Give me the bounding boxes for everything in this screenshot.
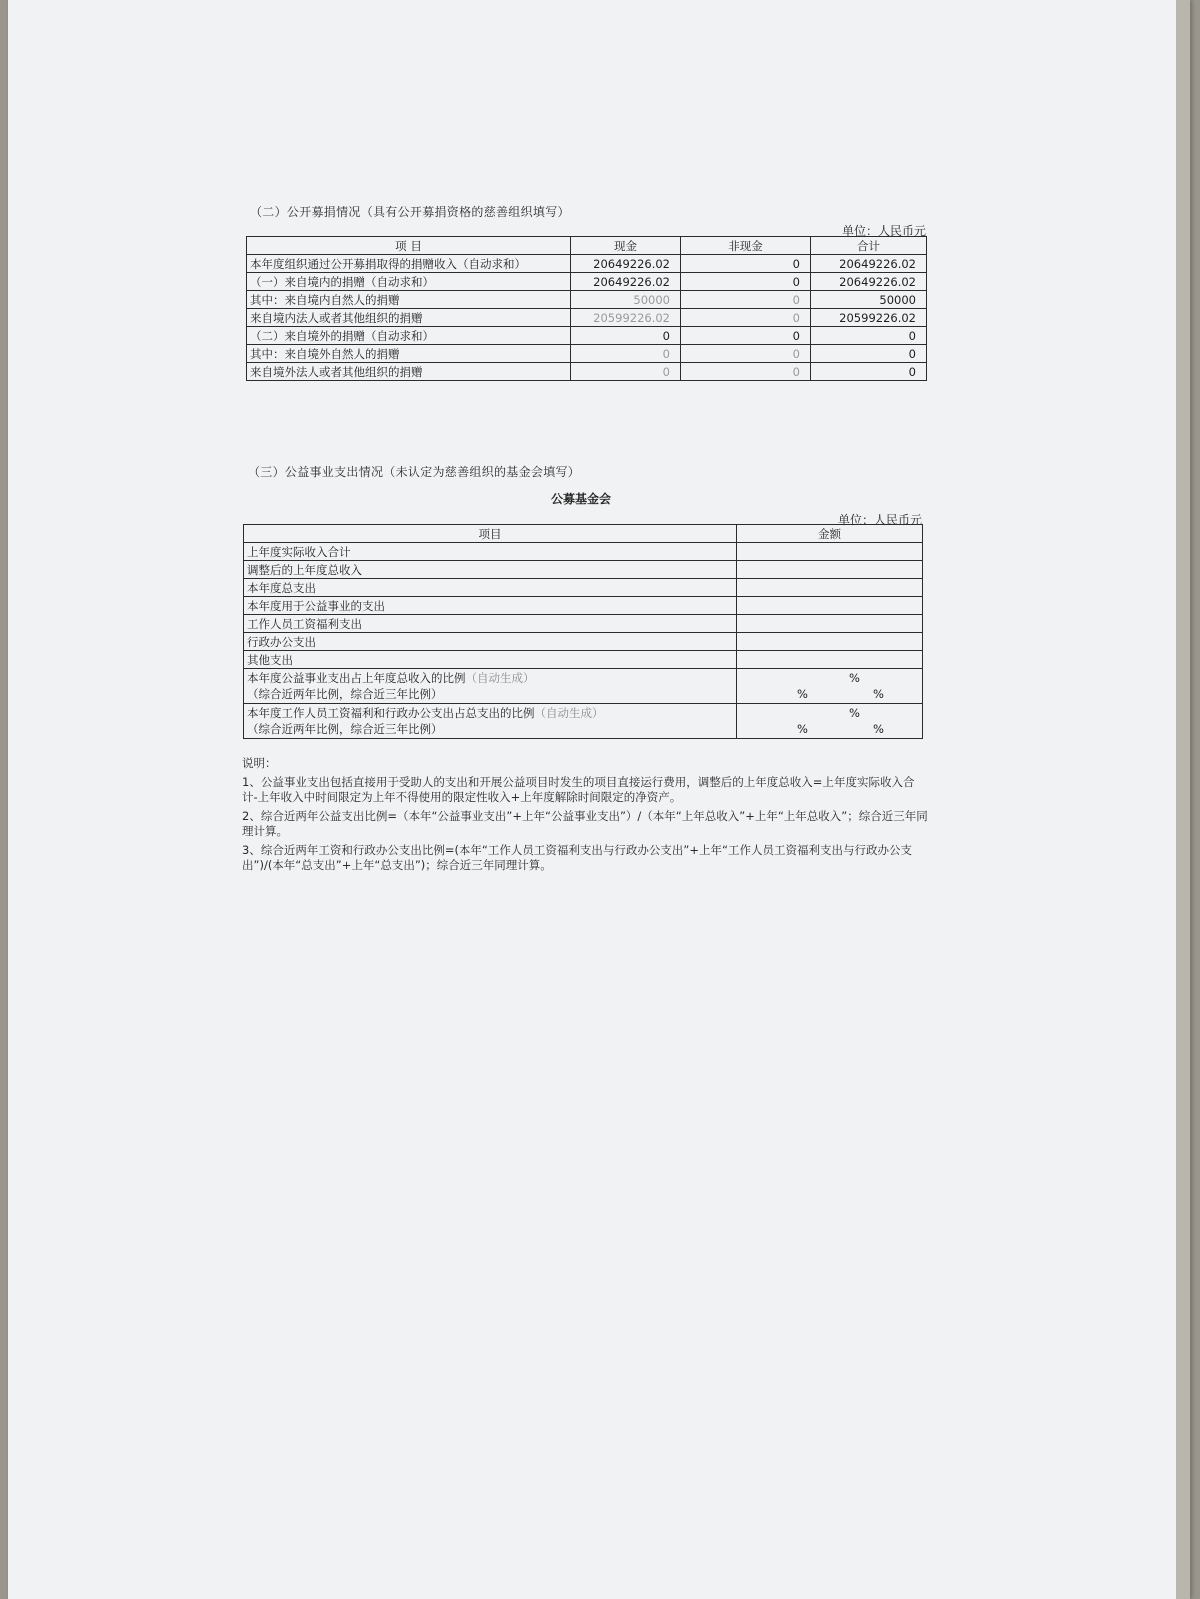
row-item: 其他支出 <box>244 651 737 669</box>
row-item: （一）来自境内的捐赠（自动求和） <box>247 273 571 291</box>
header-total: 合计 <box>811 237 927 255</box>
row-amount <box>737 633 923 651</box>
table-row <box>247 273 927 291</box>
row-noncash: 0 <box>681 363 811 381</box>
ratio-line1: 本年度工作人员工资福利和行政办公支出占总支出的比例 <box>247 706 535 720</box>
row-item: 来自境外法人或者其他组织的捐赠 <box>247 363 571 381</box>
row-item: 调整后的上年度总收入 <box>244 561 737 579</box>
row-noncash: 0 <box>681 345 811 363</box>
row-item: 行政办公支出 <box>244 633 737 651</box>
row-cash: 0 <box>571 345 681 363</box>
row-amount <box>737 579 923 597</box>
row-noncash: 0 <box>681 291 811 309</box>
header-amount: 金额 <box>737 525 923 543</box>
notes <box>242 756 930 877</box>
note-item: 2、综合近两年公益支出比例=（本年“公益事业支出”+上年“公益事业支出”）/（本年“上年总收入”+上年“上年总收入”；综合近三年同理计算。 <box>242 809 928 838</box>
row-noncash: 0 <box>681 309 811 327</box>
org-name: 公募基金会 <box>551 492 612 506</box>
row-item: 本年度组织通过公开募捐取得的捐赠收入（自动求和） <box>247 255 571 273</box>
row-item: 本年度总支出 <box>244 579 737 597</box>
header-noncash: 非现金 <box>681 237 811 255</box>
table-row <box>247 255 927 273</box>
table-row <box>244 615 923 633</box>
section2-title: （二）公开募捐情况（具有公开募捐资格的慈善组织填写） <box>250 205 570 219</box>
row-amount <box>737 561 923 579</box>
row-total: 20599226.02 <box>811 309 927 327</box>
header-item: 项目 <box>244 525 737 543</box>
row-total: 50000 <box>811 291 927 309</box>
row-cash: 20649226.02 <box>571 255 681 273</box>
public-fundraising-table <box>246 236 927 381</box>
pct-three-year: % <box>873 687 884 701</box>
section2-unit: 单位：人民币元 <box>842 224 927 238</box>
row-amount <box>737 615 923 633</box>
header-cash: 现金 <box>571 237 681 255</box>
row-noncash: 0 <box>681 273 811 291</box>
row-cash: 20649226.02 <box>571 273 681 291</box>
ratio-auto-tag: （自动生成） <box>534 706 604 720</box>
header-item: 项 目 <box>247 237 571 255</box>
pct-main: % <box>849 671 860 685</box>
table-header-row <box>247 237 927 255</box>
row-item: （二）来自境外的捐赠（自动求和） <box>247 327 571 345</box>
ratio-item <box>244 669 737 704</box>
row-total: 0 <box>811 327 927 345</box>
row-cash: 0 <box>571 327 681 345</box>
table-row <box>244 579 923 597</box>
ratio-row <box>244 669 923 704</box>
ratio-line1: 本年度公益事业支出占上年度总收入的比例 <box>247 671 466 685</box>
section3-unit: 单位：人民币元 <box>838 513 923 527</box>
table-row <box>244 633 923 651</box>
pct-three-year: % <box>873 722 884 736</box>
table-row <box>247 363 927 381</box>
row-cash: 20599226.02 <box>571 309 681 327</box>
table-row <box>244 597 923 615</box>
pct-main: % <box>849 706 860 720</box>
row-cash: 50000 <box>571 291 681 309</box>
table-row <box>247 291 927 309</box>
row-item: 其中：来自境内自然人的捐赠 <box>247 291 571 309</box>
row-cash: 0 <box>571 363 681 381</box>
table-row <box>247 345 927 363</box>
notes-label: 说明： <box>242 756 277 770</box>
ratio-auto-tag: （自动生成） <box>465 671 535 685</box>
row-amount <box>737 543 923 561</box>
note-item: 1、公益事业支出包括直接用于受助人的支出和开展公益项目时发生的项目直接运行费用，调整后的上年度总收入=上年度实际收入合计-上年收入中时间限定为上年不得使用的限定性收入+上年度解除时间限定的净资产。 <box>242 775 915 804</box>
row-total: 0 <box>811 363 927 381</box>
row-item: 工作人员工资福利支出 <box>244 615 737 633</box>
ratio-amount <box>737 669 923 704</box>
pct-two-year: % <box>797 687 808 701</box>
row-total: 20649226.02 <box>811 273 927 291</box>
row-total: 20649226.02 <box>811 255 927 273</box>
ratio-line2: （综合近两年比例，综合近三年比例） <box>247 687 443 701</box>
note-item: 3、综合近两年工资和行政办公支出比例=(本年“工作人员工资福利支出与行政办公支出”+上年“工作人员工资福利支出与行政办公支出”)/(本年“总支出”+上年“总支出”)；综合近三年同理计算。 <box>242 843 912 872</box>
row-amount <box>737 651 923 669</box>
table-row <box>247 327 927 345</box>
ratio-item <box>244 704 737 739</box>
section3-title: （三）公益事业支出情况（未认定为慈善组织的基金会填写） <box>248 465 581 479</box>
row-item: 本年度用于公益事业的支出 <box>244 597 737 615</box>
row-noncash: 0 <box>681 255 811 273</box>
pct-two-year: % <box>797 722 808 736</box>
table-row <box>247 309 927 327</box>
public-expenditure-table <box>243 524 923 739</box>
table-row <box>244 543 923 561</box>
row-amount <box>737 597 923 615</box>
row-item: 其中：来自境外自然人的捐赠 <box>247 345 571 363</box>
ratio-line2: （综合近两年比例，综合近三年比例） <box>247 722 443 736</box>
ratio-row <box>244 704 923 739</box>
table-row <box>244 561 923 579</box>
table-header-row <box>244 525 923 543</box>
ratio-amount <box>737 704 923 739</box>
row-item: 上年度实际收入合计 <box>244 543 737 561</box>
row-total: 0 <box>811 345 927 363</box>
table-row <box>244 651 923 669</box>
row-item: 来自境内法人或者其他组织的捐赠 <box>247 309 571 327</box>
row-noncash: 0 <box>681 327 811 345</box>
